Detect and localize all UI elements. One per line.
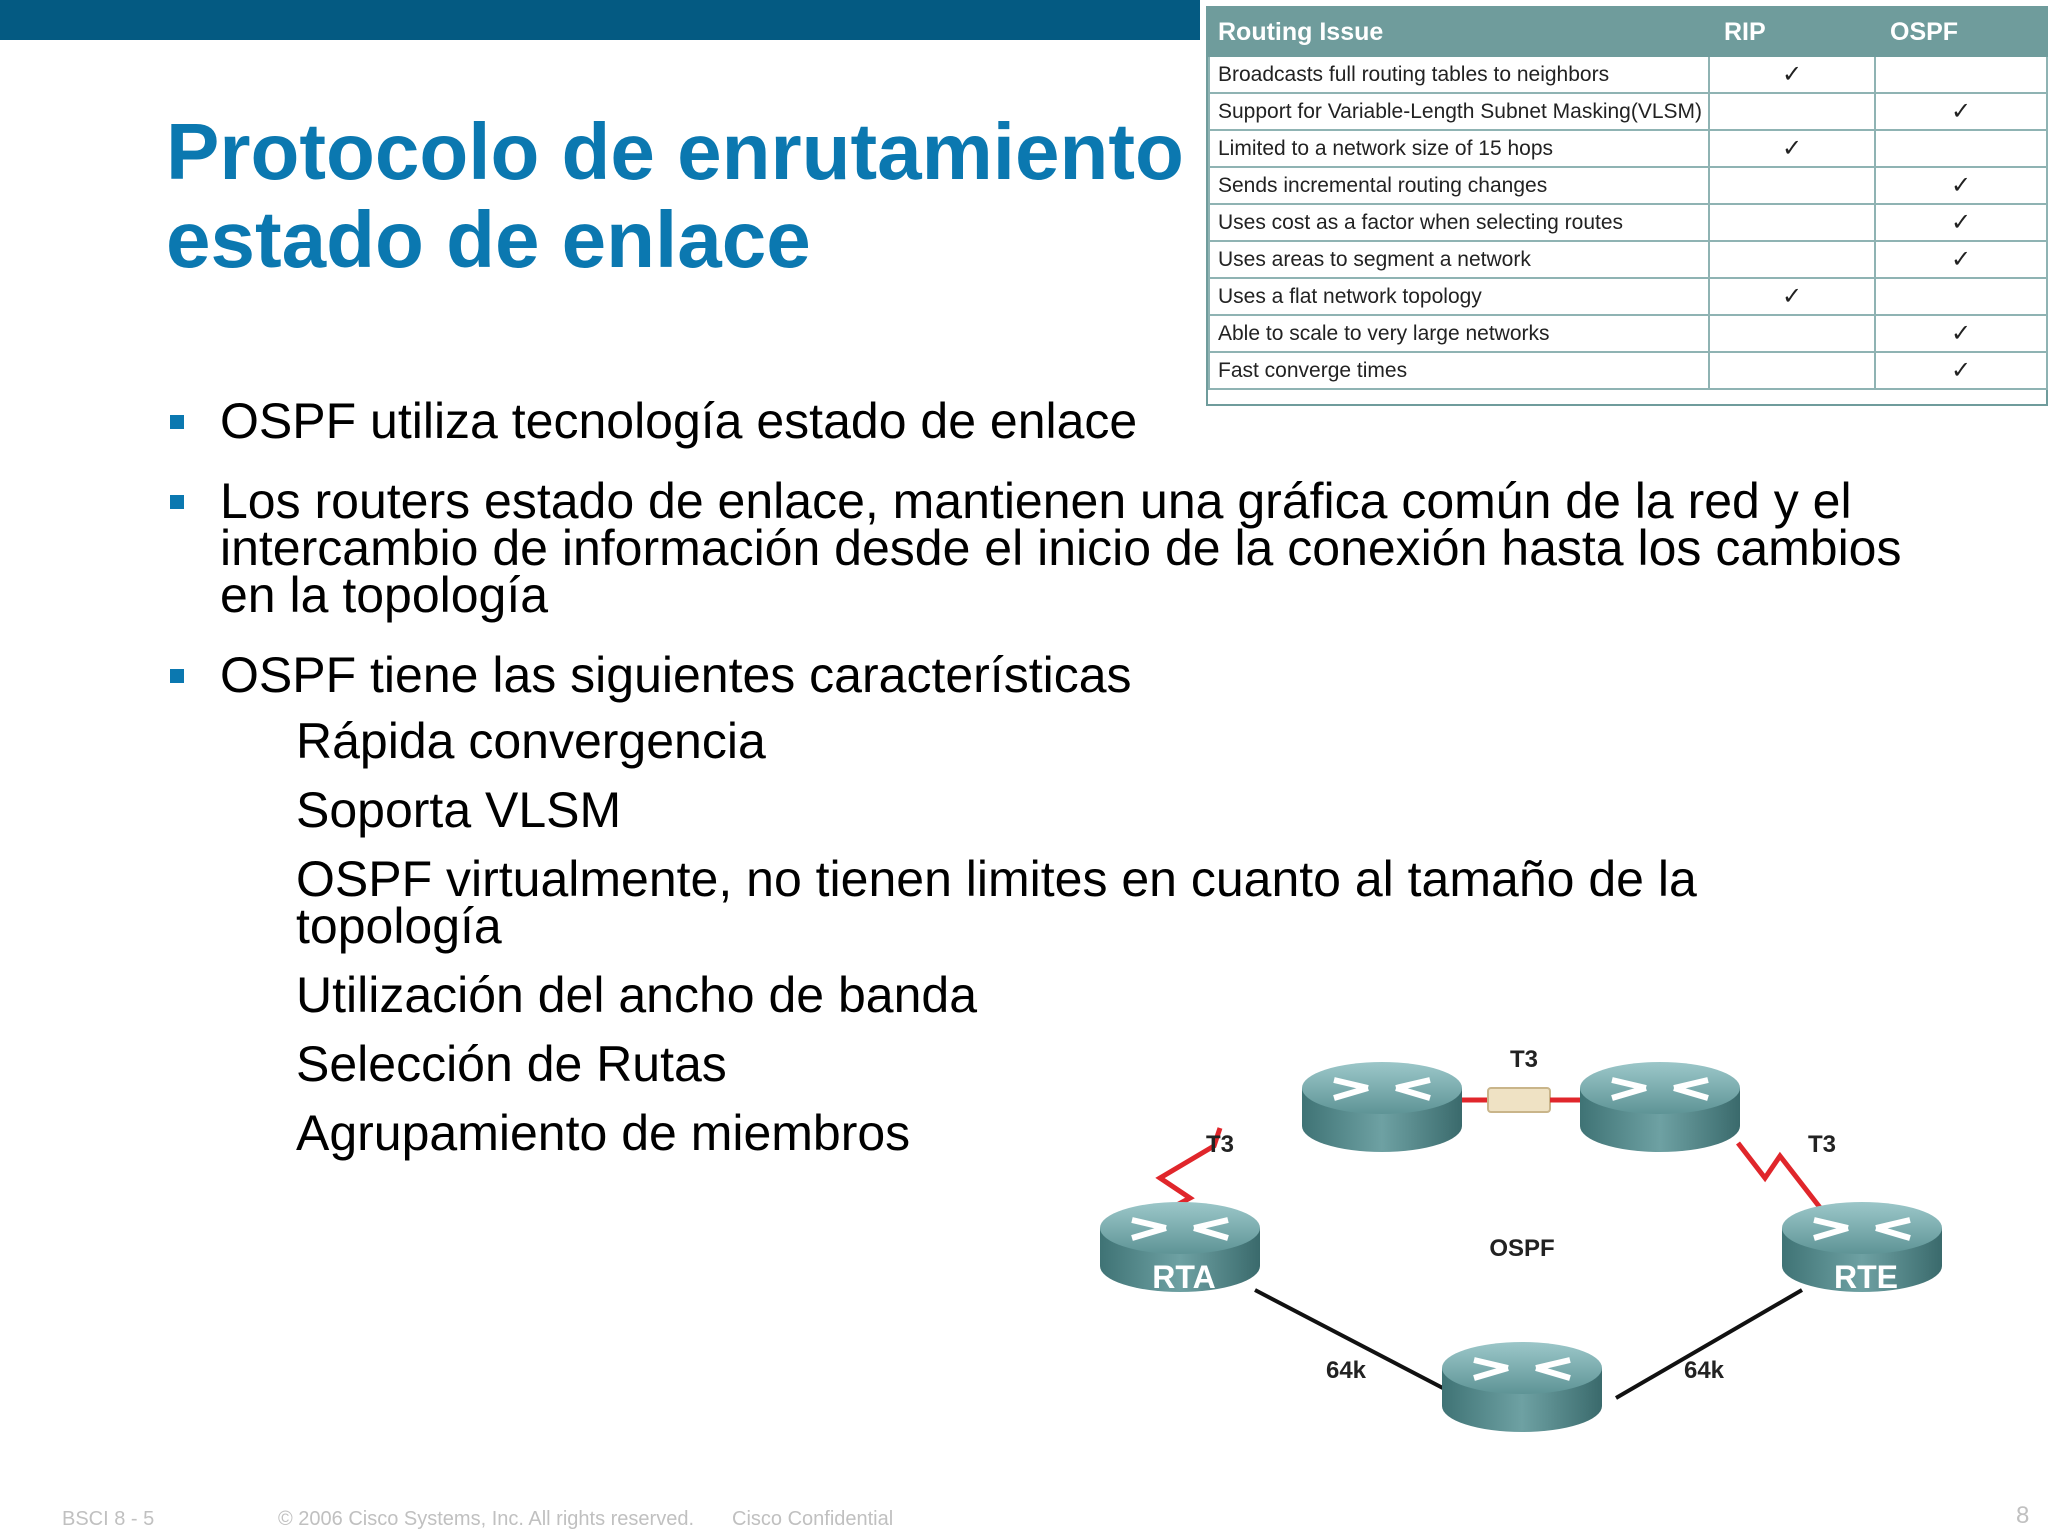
top-banner	[0, 0, 1200, 40]
table-row	[1209, 93, 2047, 130]
header-routing-issue: Routing Issue	[1209, 9, 1709, 56]
footer-confidential: Cisco Confidential	[732, 1508, 894, 1530]
title-line-1: Protocolo de enrutamiento	[166, 107, 1184, 196]
link-label-t3-top: T3	[1509, 1046, 1539, 1073]
table-header-row	[1209, 9, 2047, 56]
ospf-check	[1875, 130, 2047, 167]
sub-item: Rápida convergencia	[296, 713, 766, 769]
ospf-check: ✓	[1875, 315, 2047, 352]
issue-cell: Uses areas to segment a network	[1209, 241, 1709, 278]
link-t3-connector	[1488, 1088, 1550, 1112]
rip-check: ✓	[1709, 56, 1875, 93]
area-label-ospf: OSPF	[1489, 1235, 1555, 1262]
issue-cell: Sends incremental routing changes	[1209, 167, 1709, 204]
sub-item: Selección de Rutas	[296, 1036, 727, 1092]
bullet-list	[166, 393, 1926, 732]
header-ospf: OSPF	[1875, 9, 2047, 56]
link-label-64k-right: 64k	[1683, 1357, 1725, 1384]
rip-check	[1709, 241, 1875, 278]
table-row	[1209, 167, 2047, 204]
rip-check	[1709, 315, 1875, 352]
link-label-t3-right: T3	[1807, 1131, 1837, 1158]
link-label-t3-left: T3	[1205, 1131, 1235, 1158]
bullet-item	[166, 647, 1926, 703]
rip-check	[1709, 204, 1875, 241]
bullet-square-icon	[170, 415, 184, 429]
table-row	[1209, 352, 2047, 389]
router-label-rte: RTE	[1834, 1259, 1898, 1295]
router-label-rta: RTA	[1152, 1259, 1216, 1295]
rip-check: ✓	[1709, 278, 1875, 315]
ospf-check: ✓	[1875, 93, 2047, 130]
issue-cell: Able to scale to very large networks	[1209, 315, 1709, 352]
router-icon	[1302, 1062, 1462, 1152]
router-icon	[1580, 1062, 1740, 1152]
bullet-item	[166, 473, 1926, 623]
ospf-check: ✓	[1875, 167, 2047, 204]
footer-copyright: © 2006 Cisco Systems, Inc. All rights reserved.	[278, 1508, 695, 1530]
sub-item: OSPF virtualmente, no tienen limites en cuanto al tamaño de la topología	[296, 851, 1697, 954]
issue-cell: Limited to a network size of 15 hops	[1209, 130, 1709, 167]
bullet-item	[166, 393, 1926, 449]
sub-item: Agrupamiento de miembros	[296, 1105, 911, 1161]
bullet-square-icon	[170, 669, 184, 683]
title-line-2: estado de enlace	[166, 195, 811, 284]
table-row	[1209, 56, 2047, 93]
issue-cell: Support for Variable-Length Subnet Masking(VLSM)	[1209, 93, 1709, 130]
ospf-check	[1875, 56, 2047, 93]
sub-item: Soporta VLSM	[296, 782, 622, 838]
issue-cell: Uses cost as a factor when selecting routes	[1209, 204, 1709, 241]
rip-check	[1709, 93, 1875, 130]
slide-title	[166, 108, 1184, 284]
link-label-64k-left: 64k	[1325, 1357, 1367, 1384]
table-row	[1209, 204, 2047, 241]
bullet-text: Los routers estado de enlace, mantienen una gráfica común de la red y el intercambio de información desde el inicio de la conexión hasta los cambios en la topología	[220, 473, 1902, 623]
table-row	[1209, 315, 2047, 352]
router-icon	[1442, 1342, 1602, 1432]
table-row	[1209, 241, 2047, 278]
bullet-square-icon	[170, 495, 184, 509]
sub-item: Utilización del ancho de banda	[296, 967, 978, 1023]
ospf-network-diagram	[1090, 1028, 1990, 1458]
ospf-check: ✓	[1875, 241, 2047, 278]
rip-check	[1709, 352, 1875, 389]
header-rip: RIP	[1709, 9, 1875, 56]
ospf-check: ✓	[1875, 352, 2047, 389]
issue-cell: Broadcasts full routing tables to neighbors	[1209, 56, 1709, 93]
page-number: 8	[2016, 1502, 2030, 1529]
routing-comparison-table	[1206, 6, 2048, 406]
footer-course: BSCI 8 - 5	[62, 1508, 155, 1530]
table-row	[1209, 278, 2047, 315]
issue-cell: Fast converge times	[1209, 352, 1709, 389]
ospf-check	[1875, 278, 2047, 315]
rip-check	[1709, 167, 1875, 204]
rip-check: ✓	[1709, 130, 1875, 167]
table-row	[1209, 130, 2047, 167]
issue-cell: Uses a flat network topology	[1209, 278, 1709, 315]
ospf-check: ✓	[1875, 204, 2047, 241]
bullet-text: OSPF tiene las siguientes características	[220, 647, 1132, 703]
bullet-text: OSPF utiliza tecnología estado de enlace	[220, 393, 1138, 449]
